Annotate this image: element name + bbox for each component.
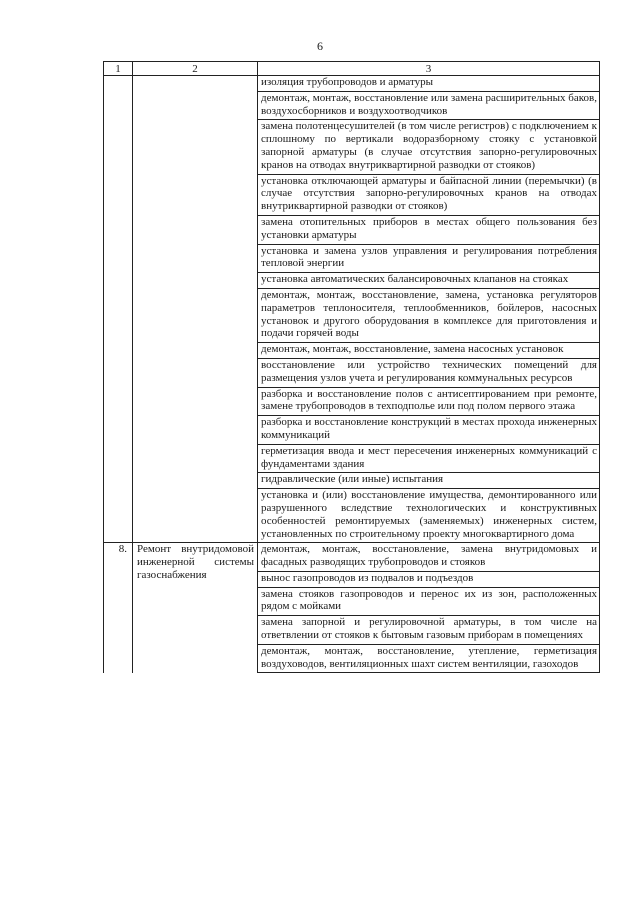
work-cell: установка и (или) восстановление имущества, демонтированного или разрушенного вследствие технологических и конструктивных особенностей ремонтируемых (заменяемых) инженерных систем, установленных по строительному проекту многоквартирного дома: [258, 489, 600, 543]
work-cell: демонтаж, монтаж, восстановление, замена насосных установок: [258, 343, 600, 359]
column-header-number: 1: [104, 62, 133, 76]
item-number-cell: 8.: [104, 543, 133, 673]
table-row: [104, 76, 600, 92]
work-cell: демонтаж, монтаж, восстановление, замена, установка регуляторов параметров теплоносителя, теплообменников, бойлеров, насосных установок и другого оборудования в комплексе для приготовления и подачи горячей воды: [258, 288, 600, 342]
work-cell: замена отопительных приборов в местах общего пользования без установки арматуры: [258, 215, 600, 244]
work-cell: замена полотенцесушителей (в том числе регистров) с подключением к сплошному по вертикали водоразборному стояку с установкой запорной арматуры (в случае отсутствия запорно-регулировочных кранов на отводах внутриквартирной разводки от стояков): [258, 120, 600, 174]
item-title-cell: [133, 76, 258, 543]
column-header-title: 2: [133, 62, 258, 76]
work-cell: гидравлические (или иные) испытания: [258, 473, 600, 489]
work-cell: изоляция трубопроводов и арматуры: [258, 76, 600, 92]
item-title-cell: Ремонт внутридомовой инженерной системы газоснабжения: [133, 543, 258, 673]
work-cell: герметизация ввода и мест пересечения инженерных коммуникаций с фундаментами здания: [258, 444, 600, 473]
table-header-row: [104, 62, 600, 76]
table-row: [104, 543, 600, 572]
work-cell: демонтаж, монтаж, восстановление или замена расширительных баков, воздухосборников и воздухоотводчиков: [258, 91, 600, 120]
work-cell: разборка и восстановление полов с антисептированием при ремонте, замене трубопроводов в техподполье или под полом первого этажа: [258, 387, 600, 416]
work-cell: замена стояков газопроводов и перенос их из зон, расположенных рядом с мойками: [258, 587, 600, 616]
work-cell: установка автоматических балансировочных клапанов на стояках: [258, 273, 600, 289]
column-header-works: 3: [258, 62, 600, 76]
work-cell: восстановление или устройство технических помещений для размещения узлов учета и регулирования коммунальных ресурсов: [258, 358, 600, 387]
page-number: 6: [317, 39, 323, 53]
works-table: [103, 61, 600, 673]
work-cell: демонтаж, монтаж, восстановление, замена внутридомовых и фасадных разводящих трубопроводов и стояков: [258, 543, 600, 572]
work-cell: установка отключающей арматуры и байпасной линии (перемычки) (в случае отсутствия запорно-регулировочных кранов на отводах внутриквартирной разводки от стояков): [258, 174, 600, 215]
work-cell: замена запорной и регулировочной арматуры, в том числе на ответвлении от стояков к бытовым газовым приборам в помещениях: [258, 616, 600, 645]
work-cell: разборка и восстановление конструкций в местах прохода инженерных коммуникаций: [258, 416, 600, 445]
work-cell: установка и замена узлов управления и регулирования потребления тепловой энергии: [258, 244, 600, 273]
work-cell: демонтаж, монтаж, восстановление, утепление, герметизация воздуховодов, вентиляционных шахт систем вентиляции, газоходов: [258, 644, 600, 673]
item-number-cell: [104, 76, 133, 543]
work-cell: вынос газопроводов из подвалов и подъездов: [258, 571, 600, 587]
